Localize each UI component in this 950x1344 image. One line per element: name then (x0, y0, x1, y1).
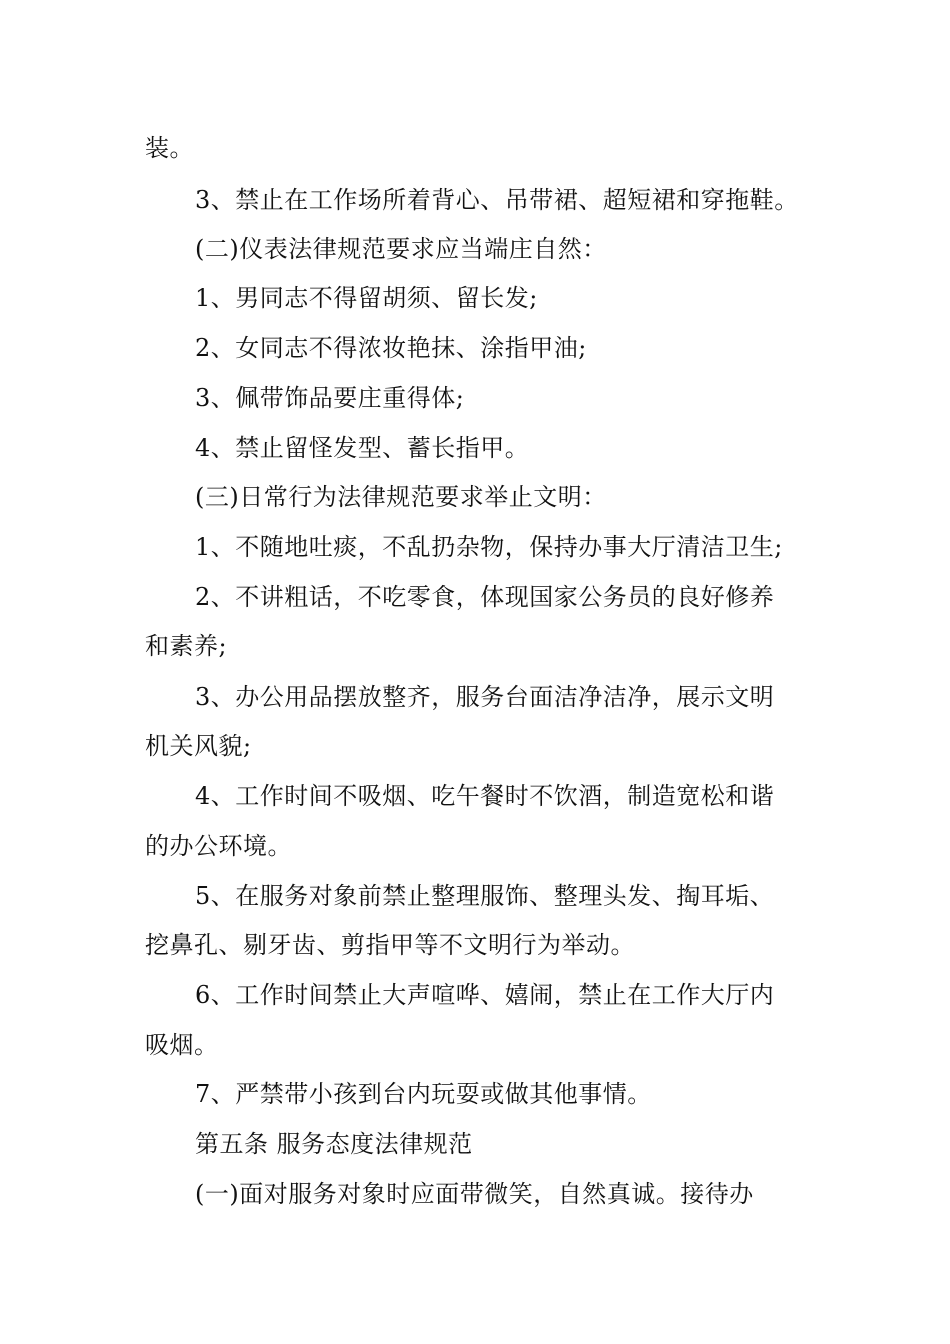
text-line: 7、严禁带小孩到台内玩耍或做其他事情。 (195, 1080, 652, 1108)
text-line: 1、男同志不得留胡须、留长发; (195, 284, 538, 312)
text-line: (二)仪表法律规范要求应当端庄自然： (195, 235, 607, 263)
text-line: 2、女同志不得浓妆艳抹、涂指甲油; (195, 334, 587, 362)
text-line: (一)面对服务对象时应面带微笑，自然真诚。接待办 (195, 1180, 754, 1208)
text-line: 4、禁止留怪发型、蓄长指甲。 (195, 434, 530, 462)
section-heading: 第五条 服务态度法律规范 (195, 1130, 473, 1158)
text-line: 3、佩带饰品要庄重得体; (195, 384, 465, 412)
text-line: 3、办公用品摆放整齐，服务台面洁净洁净，展示文明 (195, 683, 775, 711)
text-line: 吸烟。 (145, 1031, 219, 1059)
text-line: 3、禁止在工作场所着背心、吊带裙、超短裙和穿拖鞋。 (195, 186, 799, 214)
text-line: 6、工作时间禁止大声喧哗、嬉闹，禁止在工作大厅内 (195, 981, 775, 1009)
text-line: 的办公环境。 (145, 832, 292, 860)
text-line: 5、在服务对象前禁止整理服饰、整理头发、掏耳垢、 (195, 882, 775, 910)
text-line: 1、不随地吐痰，不乱扔杂物，保持办事大厅清洁卫生; (195, 533, 783, 561)
text-line: 机关风貌; (145, 732, 252, 760)
text-line: 2、不讲粗话，不吃零食，体现国家公务员的良好修养 (195, 583, 775, 611)
text-line: 和素养; (145, 632, 228, 660)
text-line: 挖鼻孔、剔牙齿、剪指甲等不文明行为举动。 (145, 931, 635, 959)
text-line: (三)日常行为法律规范要求举止文明： (195, 483, 607, 511)
text-line: 4、工作时间不吸烟、吃午餐时不饮酒，制造宽松和谐 (195, 782, 775, 810)
text-line: 装。 (145, 134, 194, 162)
